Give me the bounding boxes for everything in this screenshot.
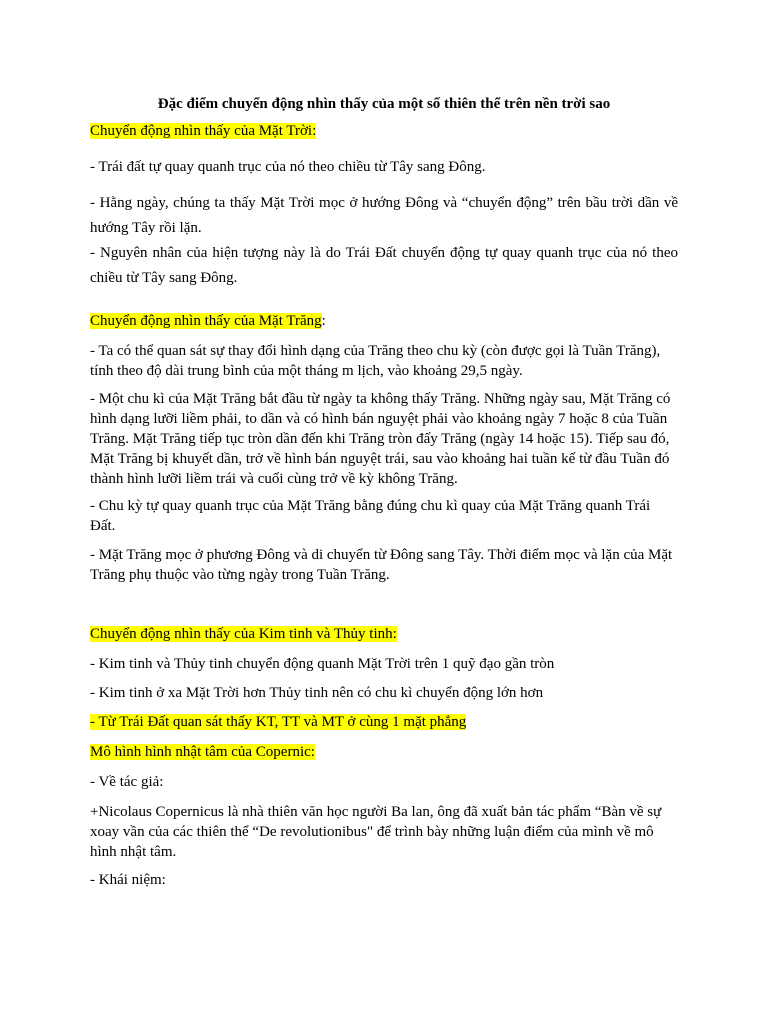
sun-heading bbox=[90, 121, 678, 141]
venus-mercury-heading-text: Chuyển động nhìn thấy của Kim tinh và Thủy tinh: bbox=[90, 626, 397, 642]
venus-mercury-paragraph-3 bbox=[90, 712, 678, 732]
moon-heading-colon: : bbox=[321, 313, 326, 329]
sun-heading-text: Chuyển động nhìn thấy của Mặt Trời: bbox=[90, 123, 317, 139]
moon-heading bbox=[90, 311, 678, 331]
venus-mercury-paragraph-1: - Kim tinh và Thủy tinh chuyển động quanh Mặt Trời trên 1 quỹ đạo gần tròn bbox=[90, 656, 555, 672]
moon-paragraph-1: - Ta có thể quan sát sự thay đổi hình dạng của Trăng theo chu kỳ (còn được gọi là Tuần Trăng), tính theo độ dài trung bình của một tháng m lịch, vào khoảng 29,5 ngày. bbox=[90, 343, 661, 379]
copernicus-heading bbox=[90, 742, 678, 762]
sun-paragraph-2-line-1: - Hằng ngày, chúng ta thấy Mặt Trời mọc ở hướng Đông và “chuyển động” trên bầu trời dần về bbox=[90, 195, 678, 211]
sun-paragraph-3-line-2: chiều từ Tây sang Đông. bbox=[90, 270, 238, 286]
sun-paragraph-3 bbox=[90, 243, 678, 288]
copernicus-author-label: - Về tác giả: bbox=[90, 774, 164, 790]
copernicus-author-text: +Nicolaus Copernicus là nhà thiên văn học người Ba lan, ông đã xuất bản tác phẩm “Bàn về sự xoay vần của các thiên thể “De revolutionibus" để trình bày những luận điểm của mình về mô hình nhật tâm. bbox=[90, 804, 662, 860]
venus-mercury-heading bbox=[90, 624, 678, 644]
moon-paragraph-4: - Mặt Trăng mọc ở phương Đông và di chuyển từ Đông sang Tây. Thời điểm mọc và lặn của Mặt Trăng phụ thuộc vào từng ngày trong Tuần Trăng. bbox=[90, 547, 673, 583]
venus-mercury-paragraph-3-text: - Từ Trái Đất quan sát thấy KT, TT và MT ở cùng 1 mặt phẳng bbox=[90, 714, 467, 730]
sun-paragraph-2 bbox=[90, 193, 678, 238]
document-title: Đặc điểm chuyển động nhìn thấy của một số thiên thể trên nền trời sao bbox=[157, 96, 611, 112]
copernicus-concept-label: - Khái niệm: bbox=[90, 872, 166, 888]
moon-heading-text: Chuyển động nhìn thấy của Mặt Trăng bbox=[90, 313, 322, 329]
venus-mercury-paragraph-2: - Kim tinh ở xa Mặt Trời hơn Thủy tinh nên có chu kì chuyển động lớn hơn bbox=[90, 685, 544, 701]
copernicus-heading-text: Mô hình hình nhật tâm của Copernic: bbox=[90, 744, 315, 760]
sun-paragraph-1: - Trái đất tự quay quanh trục của nó theo chiều từ Tây sang Đông. bbox=[90, 159, 486, 175]
sun-paragraph-3-line-1: - Nguyên nhân của hiện tượng này là do Trái Đất chuyển động tự quay quanh trục của nó theo bbox=[90, 245, 678, 261]
moon-paragraph-2: - Một chu kì của Mặt Trăng bắt đầu từ ngày ta không thấy Trăng. Những ngày sau, Mặt Trăng có hình dạng lưỡi liềm phải, to dần và có hình bán nguyệt phải vào khoảng ngày 7 hoặc 8 của Tuần Trăng. Mặt Trăng tiếp tục tròn dần đến khi Trăng tròn đấy Trăng (ngày 14 hoặc 15). Tiếp sau đó, Mặt Trăng bị khuyết dần, trở về hình bán nguyệt trái, sau vào khoảng hai tuần kế từ đầu Tuần đó thành hình lưỡi liềm trái và cuối cùng trở về kỳ không Trăng. bbox=[90, 391, 671, 487]
moon-paragraph-3: - Chu kỳ tự quay quanh trục của Mặt Trăng bằng đúng chu kì quay của Mặt Trăng quanh Trái Đất. bbox=[90, 498, 651, 534]
sun-paragraph-2-line-2: hướng Tây rồi lặn. bbox=[90, 220, 202, 236]
